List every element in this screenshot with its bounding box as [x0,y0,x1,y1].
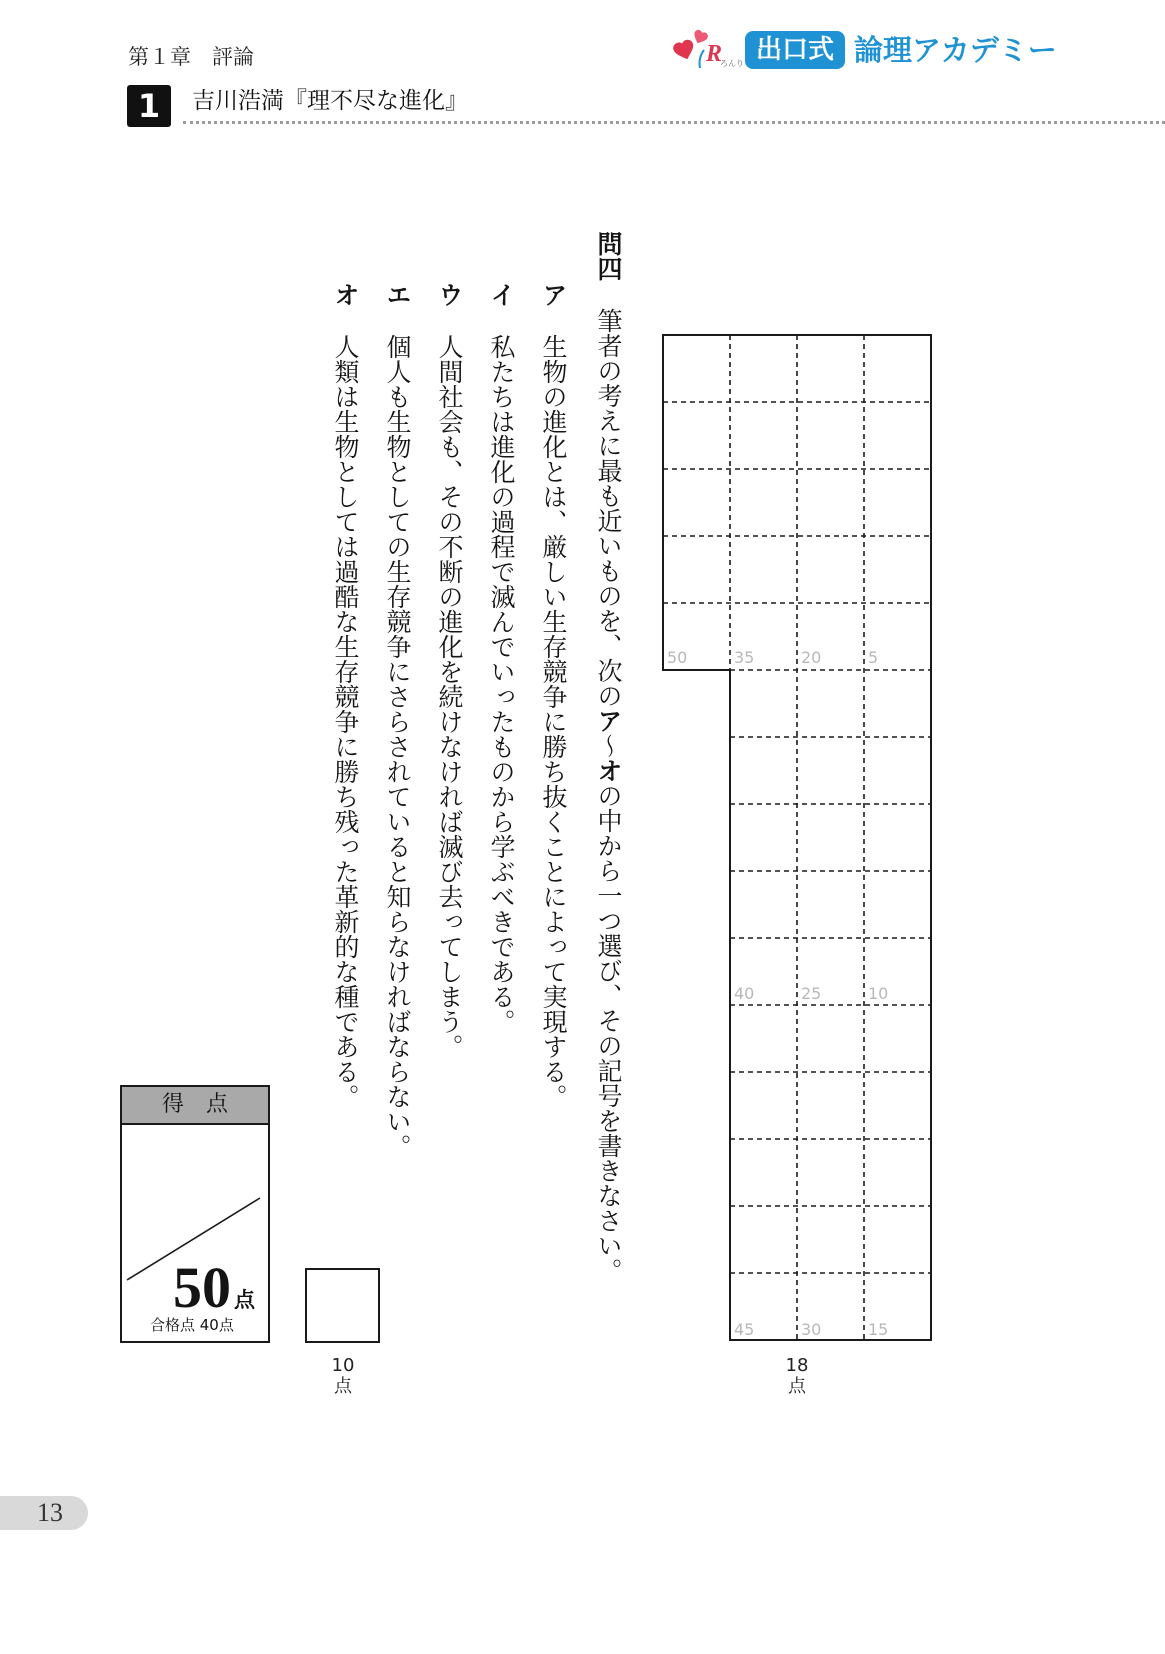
prompt-range-separator: 〜 [594,733,623,758]
char-count-label: 50 [667,648,688,667]
passing-score: 合格点 40点 [150,1316,234,1334]
answer-box-points-value: 10 [331,1355,355,1376]
grid-points-value: 18 [785,1355,809,1376]
char-count-label: 40 [734,984,755,1003]
choice-i-label: イ [487,282,516,307]
choice-a-text: 生物の進化とは、厳しい生存競争に勝ち抜くことによって実現する。 [539,334,568,1109]
char-count-label: 45 [734,1320,755,1339]
choice-o-text: 人類は生物としては過酷な生存競争に勝ち残った革新的な種である。 [331,334,360,1109]
logo-r-subtext: ろんり [720,59,744,68]
char-count-label: 15 [868,1320,889,1339]
page-number: 13 [37,1498,63,1527]
dotted-divider [183,121,1165,124]
answer-box-points-unit: 点 [334,1376,352,1397]
logo-r-mark: R [706,41,723,67]
char-count-label: 10 [868,984,889,1003]
grid-points-label [772,1355,822,1397]
brand-logo [668,24,1063,74]
logo-brand-name: 論理アカデミー [854,33,1057,67]
answer-box-points-label [318,1355,368,1397]
page-number-tab [0,1496,88,1530]
char-count-label: 35 [734,648,755,667]
section-number-badge: 1 [127,85,171,127]
choice-e-label: エ [383,282,412,307]
char-count-label: 30 [801,1320,822,1339]
char-count-label: 25 [801,984,822,1003]
answer-box [305,1268,380,1343]
score-box [120,1085,270,1343]
section-title: 吉川浩満『理不尽な進化』 [192,88,468,114]
char-count-label: 20 [801,648,822,667]
prompt-text-before: 筆者の考えに最も近いものを、次の [594,308,623,708]
prompt-text-after: の中から一つ選び、その記号を書きなさい。 [594,783,623,1283]
choice-o-label: オ [331,282,360,307]
question-prompt [593,308,623,1283]
score-box-header: 得 点 [122,1087,268,1125]
prompt-range-end: オ [594,758,623,783]
char-count-label: 5 [868,648,879,667]
score-total-unit: 点 [234,1288,255,1312]
choice-u-text: 人間社会も、その不断の進化を続けなければ滅び去ってしまう。 [435,334,464,1059]
answer-grid [660,332,935,1344]
prompt-range-start: ア [594,708,623,733]
chapter-label: 第１章 評論 [128,45,254,69]
logo-brand-box: 出口式 [745,31,845,69]
choice-e-text: 個人も生物としての生存競争にさらされていると知らなければならない。 [383,334,412,1159]
question-number: 問四 [594,231,623,281]
choice-a-label: ア [539,282,568,307]
choice-u-label: ウ [435,282,464,307]
grid-points-unit: 点 [788,1376,806,1397]
score-total-value: 50 [173,1255,231,1320]
answer-grid-outline [663,335,931,1340]
score-total [173,1255,255,1320]
choice-i-text: 私たちは進化の過程で滅んでいったものから学ぶべきである。 [487,334,516,1034]
